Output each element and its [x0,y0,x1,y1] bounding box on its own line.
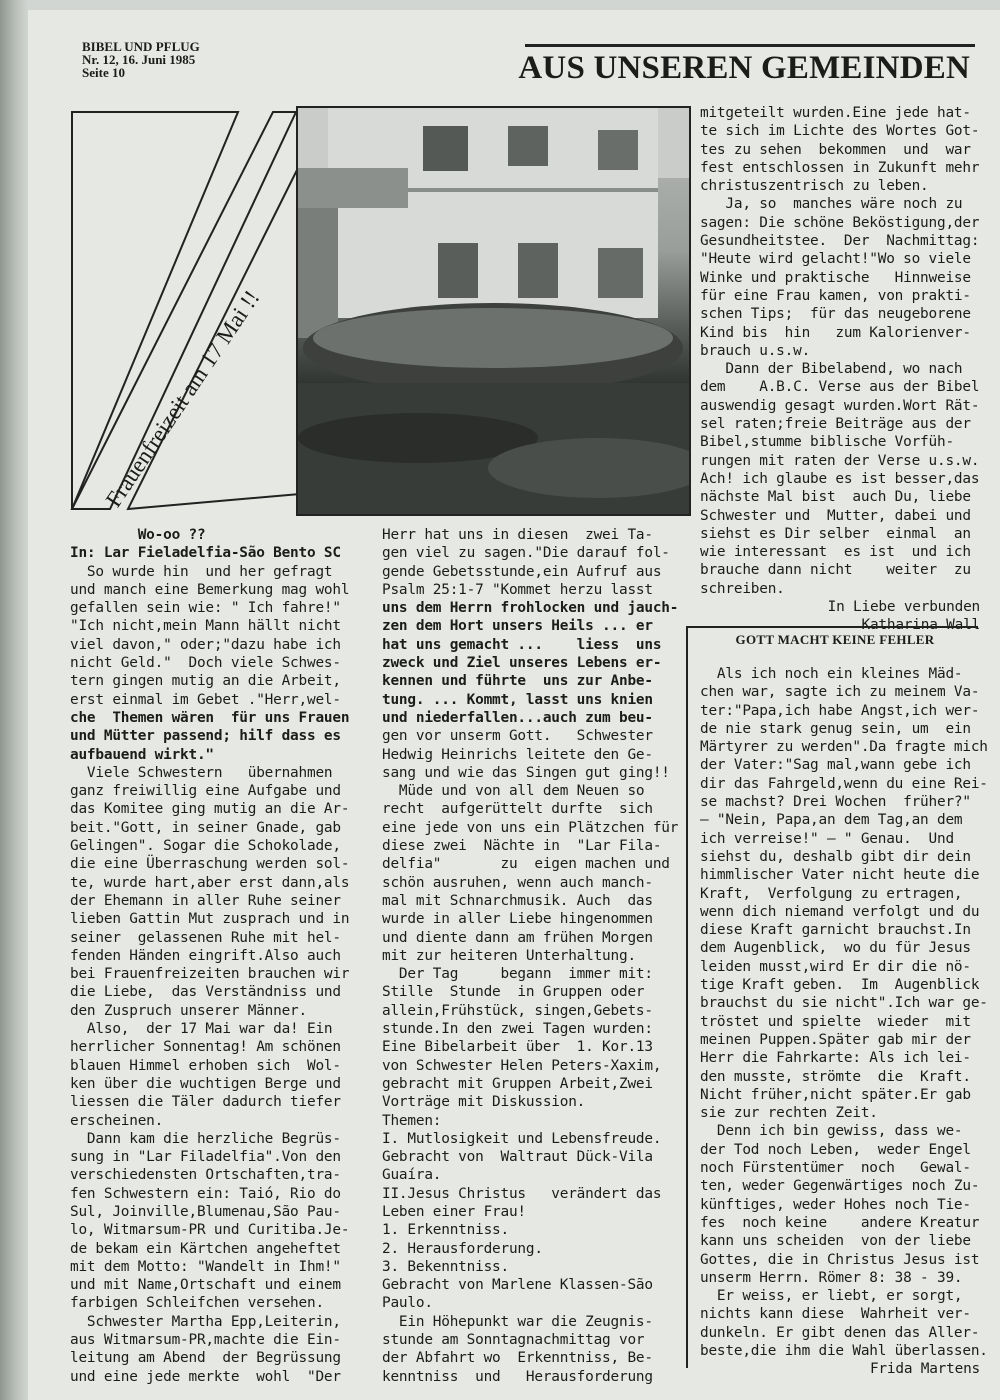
text-line: der Abfahrt wo Erkenntniss, Be- [382,1350,653,1367]
photo-illustration [298,108,689,514]
text-line: mit dem Motto: "Wandelt in Ihm!" [70,1258,341,1275]
text-line: Denn ich bin gewiss, dass we- [700,1123,963,1140]
text-line: In: Lar Fieladelfia-São Bento SC [70,545,341,562]
header-rule [525,44,975,47]
text-line: Themen: [382,1112,442,1129]
text-line: der Ehemann in aller Ruhe seiner [70,892,341,909]
issue-line: Nr. 12, 16. Juni 1985 [82,52,196,67]
text-line: verschiedensten Ortschaften,tra- [70,1167,341,1184]
text-line: dem Augenblick, wo du für Jesus [700,940,971,957]
text-line: stunde am Sonntagnachmittag vor [382,1332,645,1349]
text-line: Schwester Martha Epp,Leiterin, [70,1313,341,1330]
text-line: der Vater:"Sag mal,wann gebe ich [700,757,971,774]
text-line: Hedwig Heinrichs leitete den Ge- [382,746,653,763]
text-line: der Tod noch Leben, weder Engel [700,1141,971,1158]
text-line: Winke und praktische Hinnweise [700,269,971,286]
text-line: Also, der 17 Mai war da! Ein [70,1021,333,1038]
text-line: uns dem Herrn frohlocken und jauch- [382,600,679,617]
text-line: Gebracht von Waltraut Dück-Vila [382,1149,653,1166]
text-line: erscheinen. [70,1112,164,1129]
text-line: fen Schwestern ein: Taió, Rio do [70,1185,341,1202]
text-line: von Schwester Helen Peters-Xaxim, [382,1057,662,1074]
text-line: Bibel,stumme biblische Vorfüh- [700,434,954,451]
text-line: wie interessant es ist und ich [700,544,971,561]
text-line: Kind bis hin zum Kalorienver- [700,324,971,341]
text-line: fes noch keine andere Kreatur [700,1214,980,1231]
text-line: aus Witmarsum-PR,machte die Ein- [70,1332,341,1349]
text-line: tröstet und spielte wieder mit [700,1013,971,1030]
text-line: beste,die ihm die Wahl überlassen. [700,1342,988,1359]
text-line: und manch eine Bemerkung mag wohl [70,581,350,598]
text-line: Herr hat uns in diesen zwei Ta- [382,527,653,543]
text-line: für eine Frau kamen, von prakti- [700,287,971,304]
text-line: tern gingen mutig an die Arbeit, [70,673,341,690]
text-line: liessen die Täler dadurch tiefer [70,1094,341,1111]
text-line: dir das Fahrgeld,wenn du eine Rei- [700,775,988,792]
text-line: wurde in aller Liebe hingenommen [382,911,653,928]
text-line: wenn dich niemand verfolgt und du [700,903,980,920]
text-line: zen dem Hort unsers Heils ... er [382,618,653,635]
banner-stripes [68,104,300,516]
text-line: Gelingen". Sogar die Schokolade, [70,838,341,855]
sidebar-box-text [700,665,988,1379]
text-line: kann uns scheiden von der liebe [700,1233,971,1250]
text-line: I. Mutlosigkeit und Lebensfreude. [382,1130,662,1147]
text-line: tes zu sehen bekommen und war [700,141,971,158]
text-line: nicht Geld." Doch viele Schwes- [70,655,341,672]
text-line: meinen Puppen.Später gab mir der [700,1031,971,1048]
text-line: Leben einer Frau! [382,1203,526,1220]
text-line: das Komitee ging mutig an die Ar- [70,801,350,818]
sidebar-box-title: GOTT MACHT KEINE FEHLER [735,632,935,647]
text-line: blauen Himmel erhoben sich Wol- [70,1057,341,1074]
text-line: mitgeteilt wurden.Eine jede hat- [700,105,971,121]
text-line: den musste, strömte die Kraft. [700,1068,971,1085]
text-line: diese zwei Nächte in "Lar Fila- [382,838,662,855]
text-line: Herr die Fahrkarte: Als ich lei- [700,1050,971,1067]
text-line: noch Fürstentümer noch Gewal- [700,1160,971,1177]
text-line: brauchst du sie nicht".Ich war ge- [700,995,988,1012]
text-line: sang und wie das Singen gut ging!! [382,764,670,781]
text-line: hat uns gemacht ... liess uns [382,636,662,653]
text-line: rungen mit raten der Verse u.s.w. [700,452,980,469]
text-line: Katharina Wall [861,617,980,634]
text-line: — "Nein, Papa,an dem Tag,an dem [700,812,963,829]
text-line: die Liebe, das Verständniss und [70,984,341,1001]
text-line: Müde und von all dem Neuen so [382,783,645,800]
text-line: aufbauend wirkt." [70,746,214,763]
text-line: Stille Stunde in Gruppen oder [382,984,645,1001]
text-line: gebracht mit Gruppen Arbeit,Zwei [382,1075,653,1092]
text-line: nichts kann diese Wahrheit ver- [700,1306,971,1323]
page-number: Seite 10 [82,65,125,80]
text-line: sagen: Die schöne Beköstigung,der [700,214,980,231]
text-line: siehst du, deshalb gibt dir dein [700,848,971,865]
text-line: ken über die wuchtigen Berge und [70,1075,341,1092]
text-line: fenden Händen eingrift.Also auch [70,947,341,964]
text-line: Kraft, Verfolgung zu ertragen, [700,885,963,902]
text-line: recht aufgerüttelt durfte sich [382,801,653,818]
text-line: Gottes, die in Christus Jesus ist [700,1251,980,1268]
text-line: Dann kam die herzliche Begrüs- [70,1130,341,1147]
text-line: leiden musst,wird Er dir die nö- [700,958,971,975]
text-line: Gesundheitstee. Der Nachmittag: [700,233,980,250]
text-line: auswendig gesagt wurden.Wort Rät- [700,397,980,414]
text-line: bei Frauenfreizeiten brauchen wir [70,966,350,983]
text-line: Ja, so manches wäre noch zu [700,196,963,213]
text-line: gende Gebetsstunde,ein Aufruf aus [382,563,662,580]
text-line: kenntniss und Herausforderung [382,1368,653,1385]
text-line: dem A.B.C. Verse aus der Bibel [700,379,980,396]
text-line: 3. Bekenntniss. [382,1258,509,1275]
text-line: Als ich noch ein kleines Mäd- [700,666,963,682]
text-line: Viele Schwestern übernahmen [70,764,333,781]
text-line: Der Tag begann immer mit: [382,966,653,983]
text-line: christuszentrisch zu leben. [700,178,929,195]
text-line: Eine Bibelarbeit über 1. Kor.13 [382,1039,653,1056]
text-line: und eine jede merkte wohl "Der [70,1368,341,1385]
text-line: kennen und führte uns zur Anbe- [382,673,653,690]
text-line: sel raten;freie Beiträge aus der [700,416,971,433]
text-line: den Zuspruch unserer Männer. [70,1002,307,1019]
text-line: schreiben. [700,580,785,597]
text-line: tige Kraft geben. Im Augenblick [700,977,980,994]
text-line: ganz freiwillig eine Aufgabe und [70,783,341,800]
text-line: und niederfallen...auch zum beu- [382,709,653,726]
text-line: gen viel zu sagen."Die darauf fol- [382,545,670,562]
text-line: dunkeln. Er gibt denen das Aller- [700,1324,980,1341]
text-line: Gebracht von Marlene Klassen-São [382,1277,653,1294]
text-line: himmlischer Vater nicht heute die [700,867,980,884]
text-line: stunde.In den zwei Tagen wurden: [382,1021,653,1038]
text-line: die eine Überraschung werden sol- [70,856,350,873]
text-line: nächste Mal bist auch Du, liebe [700,489,971,506]
text-line: te sich im Lichte des Wortes Got- [700,123,980,140]
text-line: Guaíra. [382,1167,442,1184]
text-line: unserm Herrn. Römer 8: 38 - 39. [700,1269,963,1286]
book-spine-shadow [0,0,28,1400]
text-line: sie zur rechten Zeit. [700,1105,878,1122]
group-photo [296,106,691,516]
article-column-2 [382,526,679,1386]
text-line: mit zur heiteren Unterhaltung. [382,947,636,964]
text-line: Paulo. [382,1295,433,1312]
text-line: siehst es Dir selber einmal an [700,525,971,542]
text-line: eine jede von uns ein Plätzchen für [382,819,679,836]
text-line: viel davon," oder;"dazu habe ich [70,636,341,653]
banner-graphic [68,104,300,516]
text-line: se machst? Drei Wochen früher?" [700,794,971,811]
text-line: ter:"Papa,ich habe Angst,ich wer- [700,702,980,719]
text-line: allein,Frühstück, singen,Gebets- [382,1002,653,1019]
text-line: sung in "Lar Filadelfia".Von den [70,1149,341,1166]
text-line: Psalm 25:1-7 "Kommet herzu lasst [382,581,653,598]
text-line: chen war, sagte ich zu meinem Va- [700,684,980,701]
text-line: In Liebe verbunden [827,599,980,616]
text-line: "Ich nicht,mein Mann hällt nicht [70,618,341,635]
masthead [82,40,200,79]
text-line: diese Kraft garnicht brauchst.In [700,922,971,939]
text-line: beit."Gott, in seiner Gnade, gab [70,819,341,836]
text-line: zweck und Ziel unseres Lebens er- [382,655,662,672]
text-line: Schwester und Mutter, dabei und [700,507,971,524]
text-line: lieben Gattin Mut zusprach und in [70,911,350,928]
text-line: Nicht früher,nicht später.Er gab [700,1086,971,1103]
text-line: gefallen sein wie: " Ich fahre!" [70,600,341,617]
text-line: erst einmal im Gebet ."Herr,wel- [70,691,341,708]
section-title: AUS UNSEREN GEMEINDEN [518,50,970,86]
text-line: Vorträge mit Diskussion. [382,1094,586,1111]
text-line: de nie stark genug sein, um ein [700,720,971,737]
text-line: Er weiss, er liebt, er sorgt, [700,1288,963,1305]
text-line: 2. Herausforderung. [382,1240,543,1257]
text-line: tung. ... Kommt, lasst uns knien [382,691,653,708]
text-line: Ach! ich glaube es ist besser,das [700,470,980,487]
text-line: Frida Martens [869,1361,980,1378]
text-line: Sul, Joinville,Blumenau,São Pau- [70,1203,341,1220]
text-line: ich verreise!" — " Genau. Und [700,830,954,847]
article-column-1 [70,526,360,1386]
text-line: che Themen wären für uns Frauen [70,709,350,726]
text-line: und Mütter passend; hilf dass es [70,728,341,745]
text-line: delfia" zu eigen machen und [382,856,670,873]
text-line: "Heute wird gelacht!"Wo so viele [700,251,971,268]
text-line: und mit Name,Ortschaft und einem [70,1277,341,1294]
banner-title: Frauenfreizeit am 17 Mai !! [100,285,265,512]
text-line: mal mit Schnarchmusik. Auch das [382,892,653,909]
text-line: So wurde hin und her gefragt [70,563,333,580]
text-line: brauch u.s.w. [700,342,811,359]
text-line: und diente dann am frühen Morgen [382,929,653,946]
text-line: schön ausruhen, wenn auch manch- [382,874,653,891]
text-line: Wo-oo ?? [70,527,206,543]
text-line: te, wurde hart,aber erst dann,als [70,874,350,891]
text-line: Märtyrer zu werden".Da fragte mich [700,739,988,756]
text-line: lo, Witmarsum-PR und Curitiba.Je- [70,1222,350,1239]
text-line: schen Tips; für das neugeborene [700,306,971,323]
text-line: gen vor unserm Gott. Schwester [382,728,653,745]
text-line: de bekam ein Kärtchen angeheftet [70,1240,341,1257]
text-line: herrlicher Sonnentag! Am schönen [70,1039,341,1056]
text-line: 1. Erkenntniss. [382,1222,509,1239]
text-line: II.Jesus Christus verändert das [382,1185,662,1202]
text-line: brauche dann nicht weiter zu [700,562,971,579]
text-line: leitung am Abend der Begrüssung [70,1350,341,1367]
text-line: farbigen Schleifchen versehen. [70,1295,324,1312]
publication-name: BIBEL UND PFLUG [82,39,200,54]
text-line: Ein Höhepunkt war die Zeugnis- [382,1313,653,1330]
article-column-3 [700,104,980,635]
text-line: seiner gelassenen Ruhe mit hel- [70,929,341,946]
text-line: Dann der Bibelabend, wo nach [700,361,963,378]
text-line: ten, weder Gegenwärtiges noch Zu- [700,1178,980,1195]
text-line: fest entschlossen in Zukunft mehr [700,159,980,176]
text-line: künftiges, weder Hohes noch Tie- [700,1196,971,1213]
